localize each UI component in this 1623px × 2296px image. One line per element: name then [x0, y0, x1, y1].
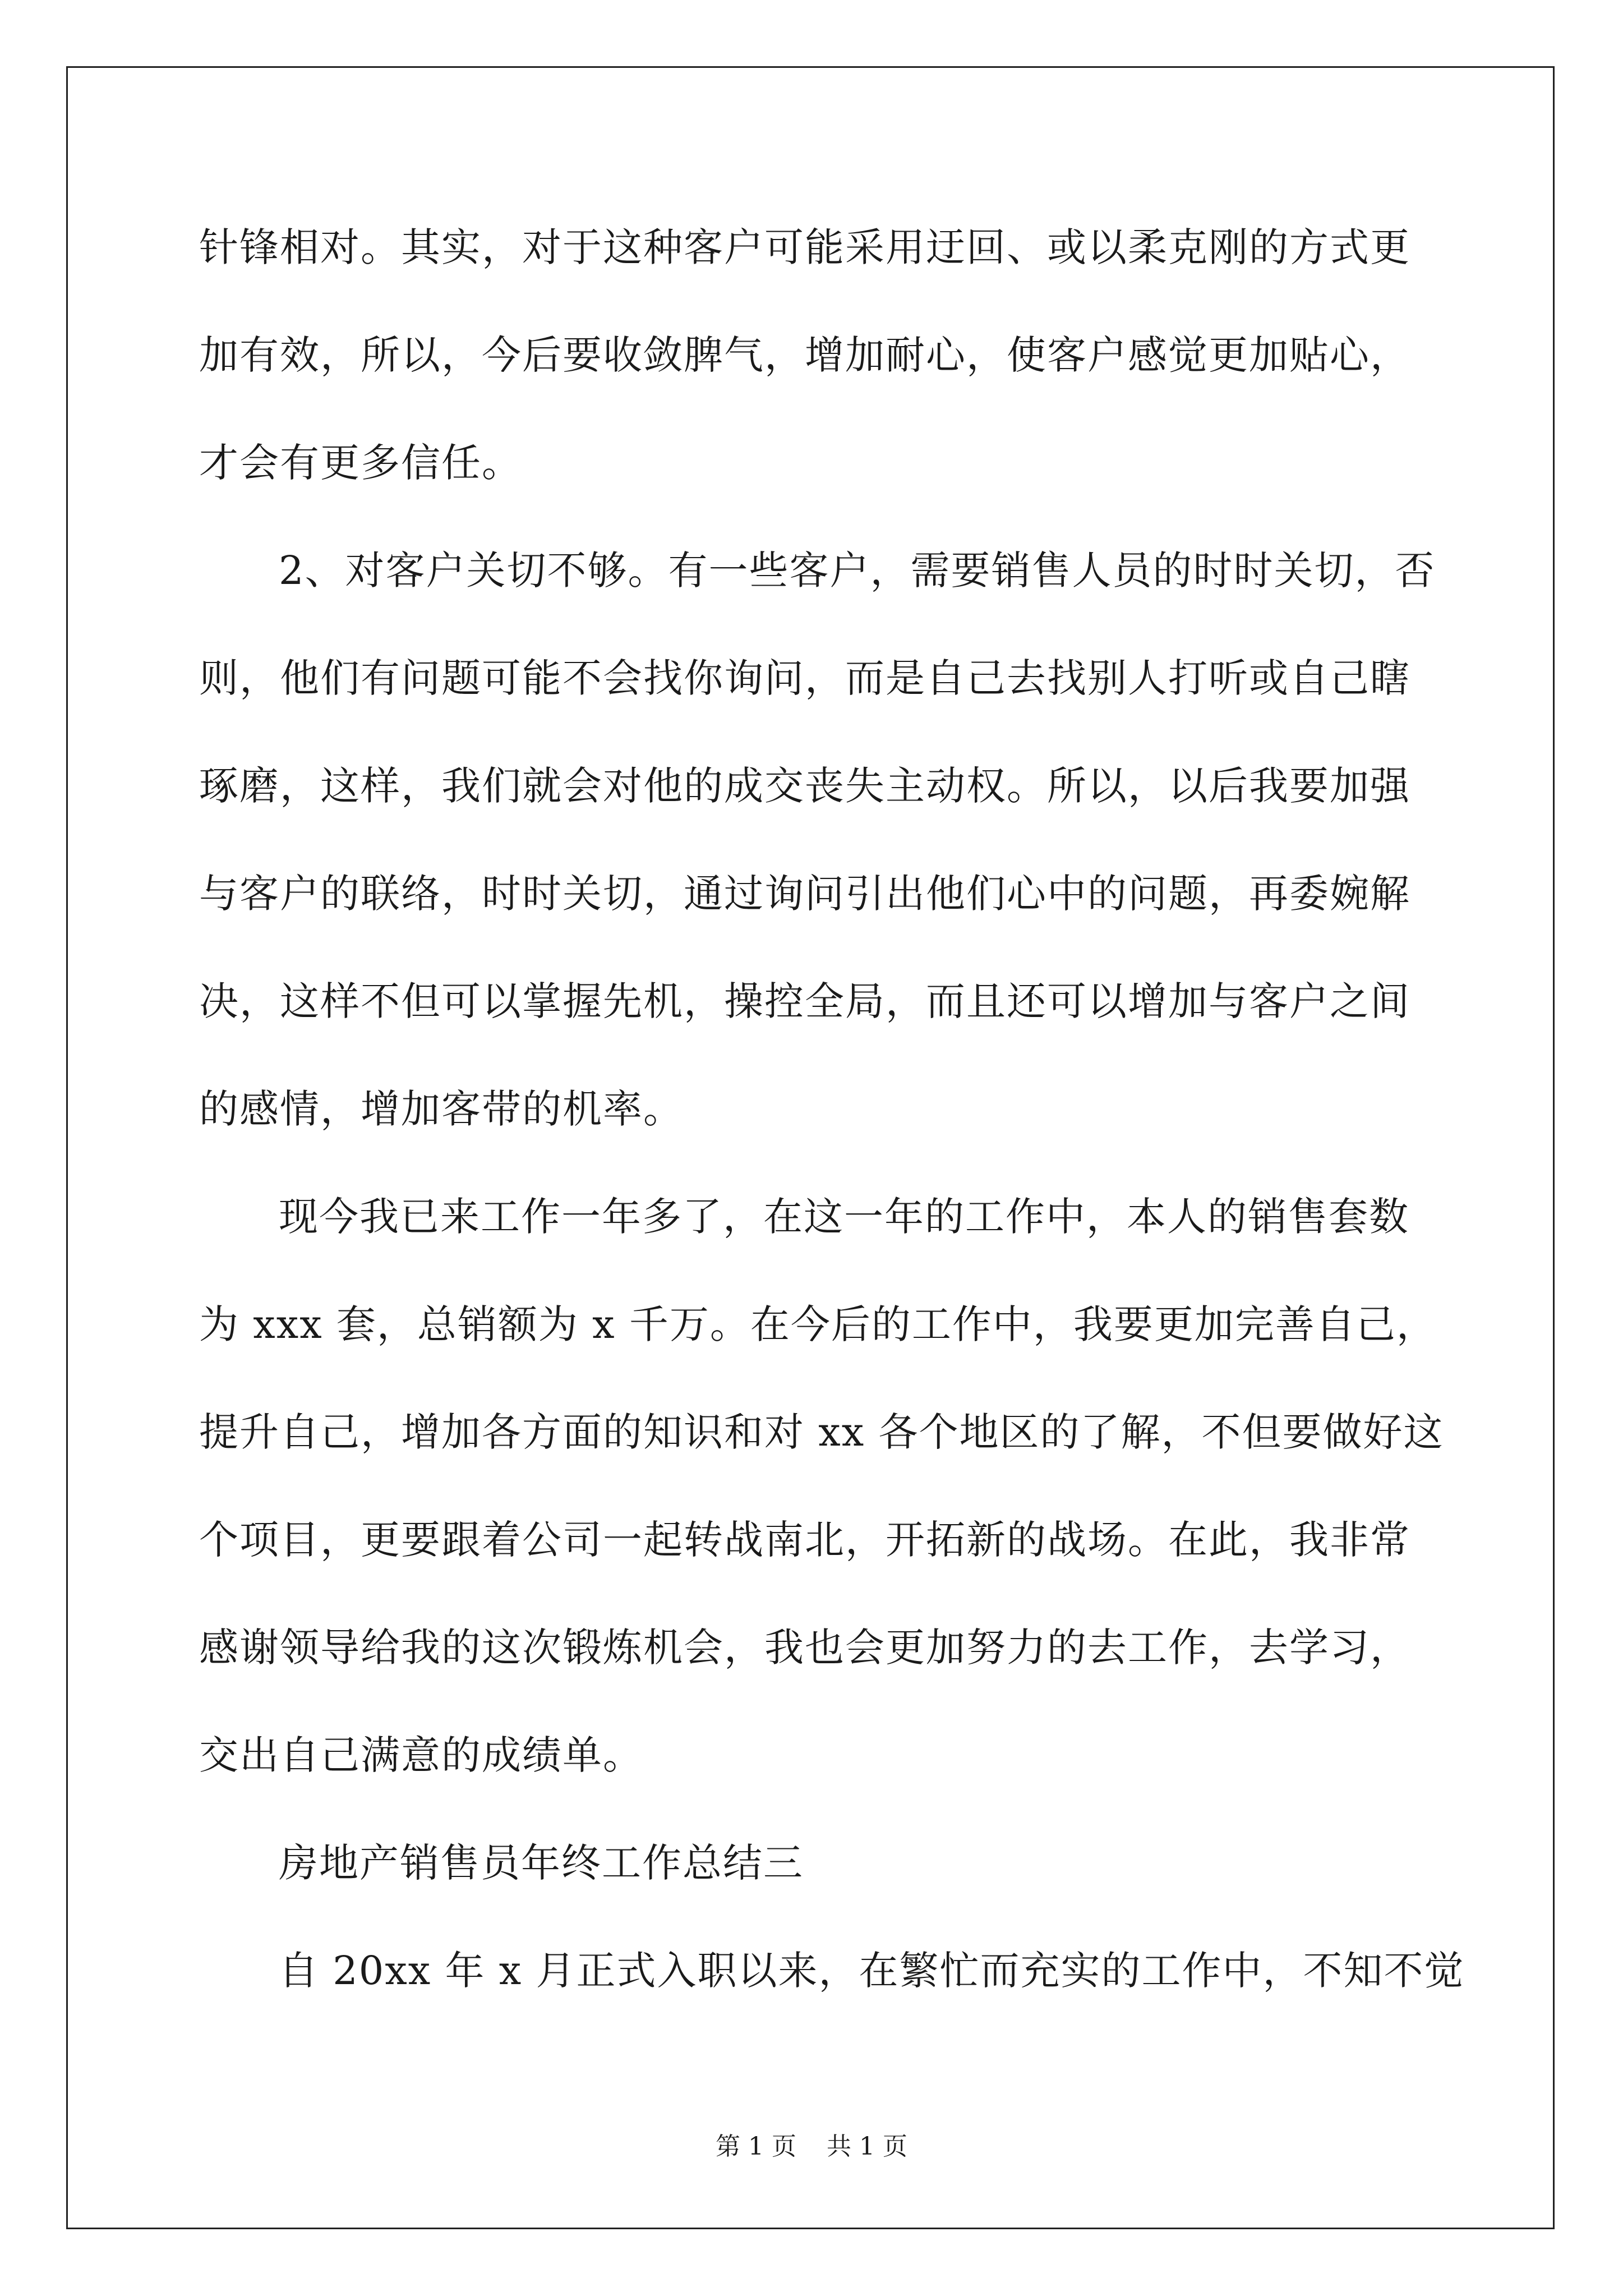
text-line: 则，他们有问题可能不会找你询问，而是自己去找别人打听或自己瞎	[199, 655, 1410, 701]
text-line: 针锋相对。其实，对于这种客户可能采用迂回、或以柔克刚的方式更	[199, 224, 1410, 270]
text-line: 的感情，增加客带的机率。	[199, 1086, 684, 1132]
text-line: 交出自己满意的成绩单。	[199, 1732, 643, 1778]
text-line: 加有效，所以，今后要收敛脾气，增加耐心，使客户感觉更加贴心，	[199, 332, 1410, 378]
text-line: 与客户的联络，时时关切，通过询问引出他们心中的问题，再委婉解	[199, 871, 1410, 917]
text-line: 自 20xx 年 x 月正式入职以来，在繁忙而充实的工作中，不知不觉	[279, 1948, 1465, 1994]
text-line: 决，这样不但可以掌握先机，操控全局，而且还可以增加与客户之间	[199, 978, 1410, 1024]
page-number-current: 第 1 页	[716, 2132, 796, 2161]
text-line: 提升自己，增加各方面的知识和对 xx 各个地区的了解，不但要做好这	[199, 1409, 1444, 1455]
text-line: 现今我已来工作一年多了，在这一年的工作中，本人的销售套数	[279, 1194, 1409, 1240]
text-line: 个项目，更要跟着公司一起转战南北，开拓新的战场。在此，我非常	[199, 1517, 1410, 1563]
text-line: 2、对客户关切不够。有一些客户，需要销售人员的时时关切，否	[279, 547, 1436, 593]
page-number-total: 共 1 页	[827, 2132, 907, 2161]
text-line: 感谢领导给我的这次锻炼机会，我也会更加努力的去工作，去学习，	[199, 1625, 1410, 1671]
text-line: 为 xxx 套，总销额为 x 千万。在今后的工作中，我要更加完善自己，	[199, 1301, 1437, 1347]
text-line: 才会有更多信任。	[199, 440, 522, 486]
page-border	[66, 66, 1555, 2229]
section-heading: 房地产销售员年终工作总结三	[279, 1840, 804, 1886]
page-footer	[0, 2134, 1623, 2159]
text-line: 琢磨，这样，我们就会对他的成交丧失主动权。所以，以后我要加强	[199, 763, 1410, 809]
